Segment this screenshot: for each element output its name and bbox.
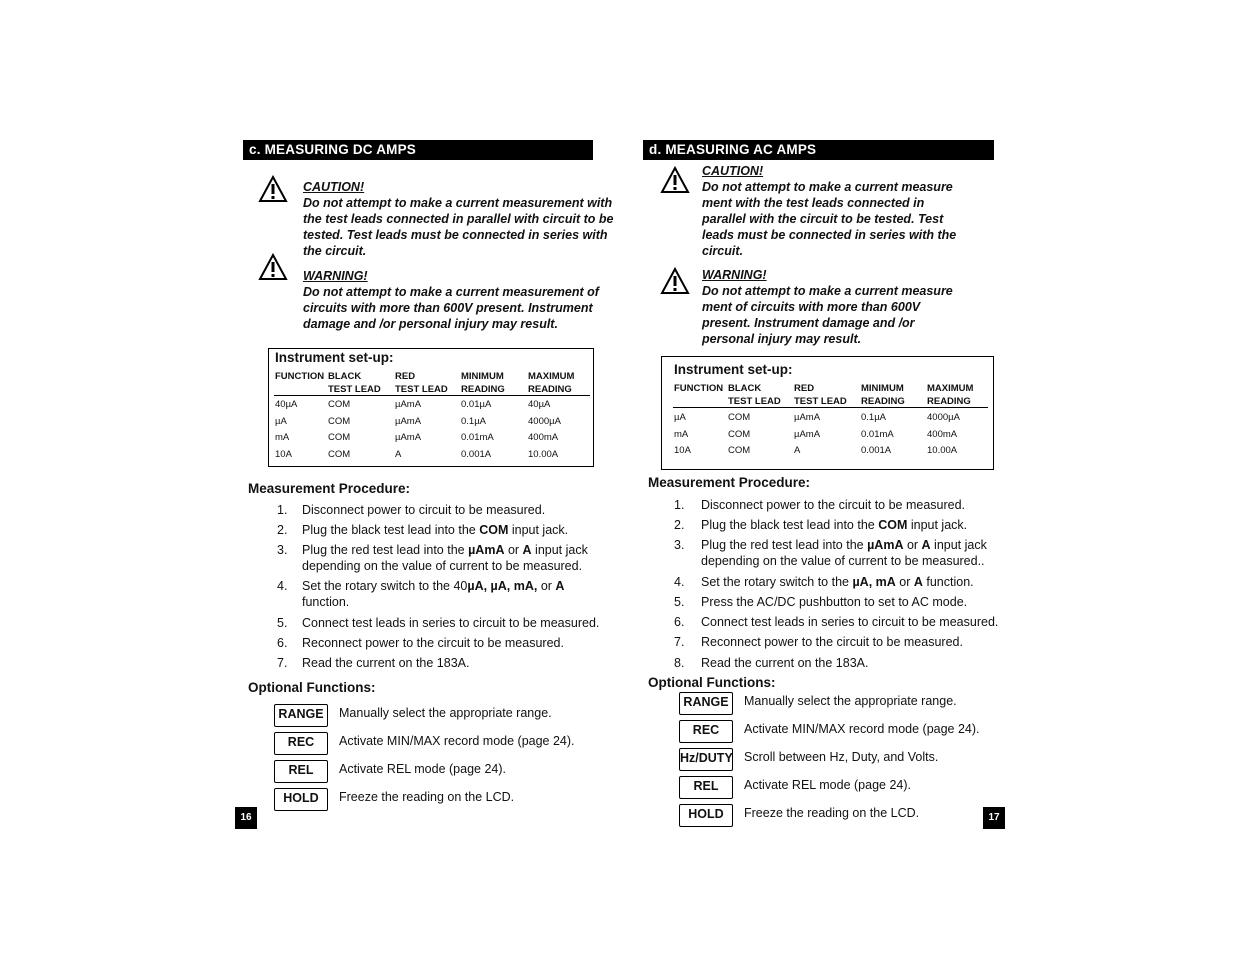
caution-text: Do not attempt to make a current measure ment with the test leads connected in parallel with the circuit to be tested. Test leads must be connected in series with the circuit. — [702, 180, 957, 258]
step-number: 2. — [277, 523, 288, 537]
rec-button[interactable]: REC — [679, 720, 733, 743]
table-cell: µA — [674, 412, 686, 423]
step-text: Plug the red test lead into the µAmA or A input jack depending on the value of current to be measured.. — [701, 538, 987, 568]
table-cell: 0.01mA — [861, 428, 894, 440]
function-description: Manually select the appropriate range. — [339, 706, 552, 720]
table-cell: COM — [728, 412, 751, 423]
table-cell: 0.001A — [861, 445, 892, 456]
step-number: 8. — [674, 656, 685, 670]
step-text: Connect test leads in series to circuit to be measured. — [701, 615, 999, 629]
table-cell: µAmA — [794, 412, 821, 423]
step-text: Disconnect power to circuit to be measured. — [302, 503, 546, 517]
caution-text: Do not attempt to make a current measurement with the test leads connected in parallel with circuit to be tested. Test leads must be connected in series with the circuit. — [303, 196, 614, 258]
table-cell: COM — [728, 428, 751, 440]
table-cell: 400mA — [927, 428, 958, 440]
range-button[interactable]: RANGE — [274, 704, 328, 727]
table-cell: 10.00A — [528, 448, 559, 460]
setup-title: Instrument set-up: — [275, 350, 394, 365]
step-text: Set the rotary switch to the µA, mA or A function. — [701, 575, 974, 589]
table-cell: 10.00A — [927, 445, 958, 456]
table-cell: 40µA — [528, 399, 551, 410]
hold-button[interactable]: HOLD — [274, 788, 328, 811]
table-cell: µAmA — [395, 399, 422, 410]
step-text: Disconnect power to the circuit to be measured. — [701, 498, 966, 512]
function-description: Freeze the reading on the LCD. — [744, 806, 920, 820]
caution-title: CAUTION! — [303, 180, 365, 194]
table-header-divider — [673, 407, 988, 408]
step-number: 6. — [277, 636, 288, 650]
table-cell: 0.1µA — [461, 415, 487, 427]
warning-title: WARNING! — [702, 268, 767, 282]
step-number: 6. — [674, 615, 685, 629]
function-description: Activate MIN/MAX record mode (page 24). — [339, 734, 575, 748]
page-number: 16 — [235, 807, 257, 829]
optional-functions-title: Optional Functions: — [248, 680, 376, 695]
function-description: Freeze the reading on the LCD. — [339, 790, 515, 804]
table-cell: 0.01µA — [461, 399, 492, 410]
function-description: Activate REL mode (page 24). — [744, 778, 911, 792]
table-header: BLACK TEST LEAD — [328, 371, 381, 395]
table-header: RED TEST LEAD — [794, 383, 847, 407]
table-header: BLACK TEST LEAD — [728, 383, 781, 407]
table-header: MINIMUM READING — [461, 371, 505, 395]
table-cell: 4000µA — [528, 415, 561, 427]
table-header: MAXIMUM READING — [927, 383, 974, 407]
table-cell: A — [794, 445, 801, 456]
table-cell: A — [395, 448, 402, 460]
table-cell: 10A — [275, 448, 292, 460]
table-cell: µAmA — [395, 432, 422, 443]
warning-icon — [258, 253, 288, 281]
table-cell: µA — [275, 415, 287, 427]
step-text: Read the current on the 183A. — [701, 656, 869, 670]
warning-text: Do not attempt to make a current measure ment of circuits with more than 600V present. Instrument damage and /or personal injury may result. — [702, 284, 953, 346]
table-header: MAXIMUM READING — [528, 371, 575, 395]
table-cell: COM — [728, 445, 751, 456]
table-cell: COM — [328, 399, 351, 410]
caution-warning-icon — [258, 175, 288, 203]
rel-button[interactable]: REL — [679, 776, 733, 799]
table-cell: mA — [674, 428, 689, 440]
function-description: Scroll between Hz, Duty, and Volts. — [744, 750, 939, 764]
step-text: Read the current on the 183A. — [302, 656, 470, 670]
caution-title: CAUTION! — [702, 164, 764, 178]
caution-warning-icon — [660, 166, 690, 194]
table-cell: 0.01mA — [461, 432, 494, 443]
table-cell: COM — [328, 432, 351, 443]
hz-duty-button[interactable]: Hz/DUTY — [679, 748, 733, 771]
step-number: 5. — [674, 595, 685, 609]
table-cell: 40µA — [275, 399, 298, 410]
procedure-title: Measurement Procedure: — [648, 475, 811, 490]
step-text: Plug the black test lead into the COM input jack. — [701, 518, 968, 532]
section-title-dc-amps: c. MEASURING DC AMPS — [243, 140, 593, 160]
table-header: MINIMUM READING — [861, 383, 905, 407]
table-cell: 0.001A — [461, 448, 492, 460]
table-cell: 4000µA — [927, 412, 960, 423]
table-cell: COM — [328, 415, 351, 427]
step-text: Reconnect power to the circuit to be measured. — [701, 635, 963, 649]
warning-icon — [660, 267, 690, 295]
step-number: 7. — [674, 635, 685, 649]
table-cell: µAmA — [395, 415, 422, 427]
function-description: Activate REL mode (page 24). — [339, 762, 506, 776]
function-description: Activate MIN/MAX record mode (page 24). — [744, 722, 980, 736]
step-text: Connect test leads in series to circuit to be measured. — [302, 616, 600, 630]
step-number: 4. — [277, 579, 288, 593]
rec-button[interactable]: REC — [274, 732, 328, 755]
table-header: FUNCTION — [275, 371, 325, 382]
range-button[interactable]: RANGE — [679, 692, 733, 715]
function-description: Manually select the appropriate range. — [744, 694, 957, 708]
step-number: 3. — [277, 543, 288, 557]
step-number: 1. — [277, 503, 288, 517]
table-cell: 0.1µA — [861, 412, 887, 423]
warning-text: Do not attempt to make a current measurement of circuits with more than 600V present. Instrument damage and /or personal injury may result. — [303, 285, 599, 331]
step-text: Plug the black test lead into the COM input jack. — [302, 523, 569, 537]
step-number: 2. — [674, 518, 685, 532]
step-number: 7. — [277, 656, 288, 670]
step-number: 4. — [674, 575, 685, 589]
table-header-divider — [274, 395, 590, 396]
table-cell: µAmA — [794, 428, 821, 440]
step-number: 3. — [674, 538, 685, 552]
hold-button[interactable]: HOLD — [679, 804, 733, 827]
step-text: Press the AC/DC pushbutton to set to AC mode. — [701, 595, 968, 609]
table-cell: COM — [328, 448, 351, 460]
procedure-title: Measurement Procedure: — [248, 481, 411, 496]
table-cell: mA — [275, 432, 290, 443]
step-text: Set the rotary switch to the 40µA, µA, mA, or A function. — [302, 579, 565, 609]
setup-title: Instrument set-up: — [674, 362, 793, 377]
table-header: FUNCTION — [674, 383, 724, 394]
warning-title: WARNING! — [303, 269, 368, 283]
page-number: 17 — [983, 807, 1005, 829]
optional-functions-title: Optional Functions: — [648, 675, 776, 690]
rel-button[interactable]: REL — [274, 760, 328, 783]
section-title-ac-amps: d. MEASURING AC AMPS — [643, 140, 994, 160]
step-text: Plug the red test lead into the µAmA or A input jack depending on the value of current to be measured. — [302, 543, 588, 573]
step-text: Reconnect power to the circuit to be measured. — [302, 636, 564, 650]
table-cell: 10A — [674, 445, 691, 456]
table-cell: 400mA — [528, 432, 559, 443]
step-number: 5. — [277, 616, 288, 630]
step-number: 1. — [674, 498, 685, 512]
table-header: RED TEST LEAD — [395, 371, 448, 395]
